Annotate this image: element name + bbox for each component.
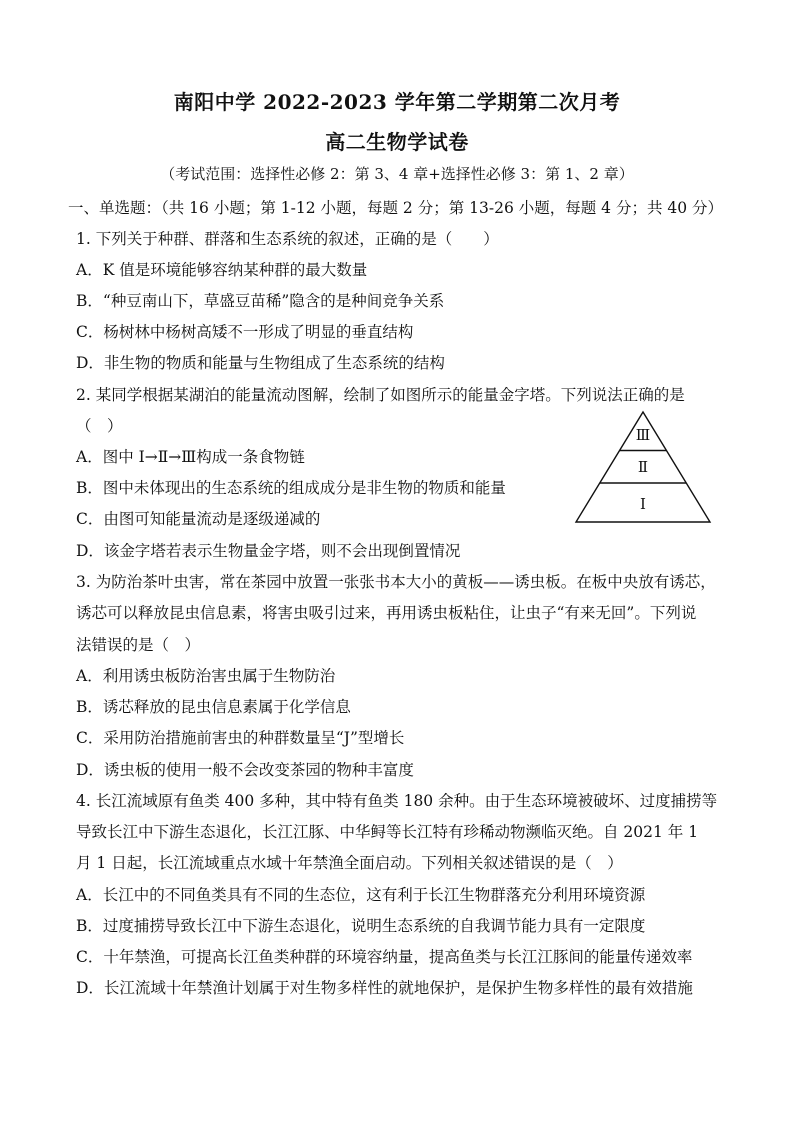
question-2-option-a: A．图中 Ⅰ→Ⅱ→Ⅲ构成一条食物链 — [76, 448, 305, 466]
exam-subtitle: 高二生物学试卷 — [325, 130, 469, 154]
question-1-option-c: C．杨树林中杨树高矮不一形成了明显的垂直结构 — [76, 323, 414, 341]
section-heading: 一、单选题：（共 16 小题；第 1-12 小题，每题 2 分；第 13-26 小题，每题 4 分；共 40 分） — [68, 199, 724, 217]
question-2-stem-line-2: （ ） — [76, 417, 123, 435]
question-3-stem-line-3: 法错误的是（ ） — [76, 636, 201, 654]
question-4-option-d: D．长江流域十年禁渔计划属于对生物多样性的就地保护，是保护生物多样性的最有效措施 — [76, 979, 693, 997]
question-4-stem-line-2: 导致长江中下游生态退化，长江江豚、中华鲟等长江特有珍稀动物濒临灭绝。自 2021 年 1 — [76, 823, 699, 841]
question-3-stem-line-2: 诱芯可以释放昆虫信息素，将害虫吸引过来，再用诱虫板粘住，让虫子“有来无回”。下列说 — [76, 604, 697, 622]
question-2-option-c: C．由图可知能量流动是逐级递减的 — [76, 510, 321, 528]
question-2-stem-line-1: 2. 某同学根据某湖泊的能量流动图解，绘制了如图所示的能量金字塔。下列说法正确的是 — [76, 386, 685, 404]
energy-pyramid-svg — [574, 410, 712, 526]
question-4-option-c: C．十年禁渔，可提高长江鱼类种群的环境容纳量，提高鱼类与长江江豚间的能量传递效率 — [76, 948, 693, 966]
question-3-option-d: D．诱虫板的使用一般不会改变茶园的物种丰富度 — [76, 761, 414, 779]
question-4-stem-line-3: 月 1 日起，长江流域重点水域十年禁渔全面启动。下列相关叙述错误的是（ ） — [76, 854, 623, 872]
question-1-stem: 1. 下列关于种群、群落和生态系统的叙述，正确的是（ ） — [76, 230, 499, 248]
pyramid-level-2-label: Ⅱ — [637, 458, 649, 476]
question-4-stem-line-1: 4. 长江流域原有鱼类 400 多种，其中特有鱼类 180 余种。由于生态环境被破坏、过度捕捞等 — [76, 792, 718, 810]
question-3-option-b: B．诱芯释放的昆虫信息素属于化学信息 — [76, 698, 351, 716]
pyramid-level-1-label: Ⅰ — [640, 495, 646, 513]
exam-title: 南阳中学 2022-2023 学年第二学期第二次月考 — [173, 90, 621, 114]
question-2-option-d: D．该金字塔若表示生物量金字塔，则不会出现倒置情况 — [76, 542, 461, 560]
question-3-option-a: A．利用诱虫板防治害虫属于生物防治 — [76, 667, 336, 685]
question-3-option-c: C．采用防治措施前害虫的种群数量呈“J”型增长 — [76, 729, 405, 747]
energy-pyramid-figure — [574, 410, 712, 526]
question-1-option-d: D．非生物的物质和能量与生物组成了生态系统的结构 — [76, 354, 445, 372]
question-1-option-a: A．K 值是环境能够容纳某种群的最大数量 — [76, 261, 368, 279]
pyramid-level-3-label: Ⅲ — [635, 426, 651, 444]
question-3-stem-line-1: 3. 为防治茶叶虫害，常在茶园中放置一张张书本大小的黄板——诱虫板。在板中央放有诱芯， — [76, 573, 716, 591]
question-4-option-b: B．过度捕捞导致长江中下游生态退化，说明生态系统的自我调节能力具有一定限度 — [76, 917, 646, 935]
question-1-option-b: B．“种豆南山下，草盛豆苗稀”隐含的是种间竞争关系 — [76, 292, 445, 310]
exam-scope: （考试范围：选择性必修 2：第 3、4 章+选择性必修 3：第 1、2 章） — [160, 165, 634, 183]
question-2-option-b: B．图中未体现出的生态系统的组成成分是非生物的物质和能量 — [76, 479, 506, 497]
question-4-option-a: A．长江中的不同鱼类具有不同的生态位，这有利于长江生物群落充分利用环境资源 — [76, 886, 646, 904]
